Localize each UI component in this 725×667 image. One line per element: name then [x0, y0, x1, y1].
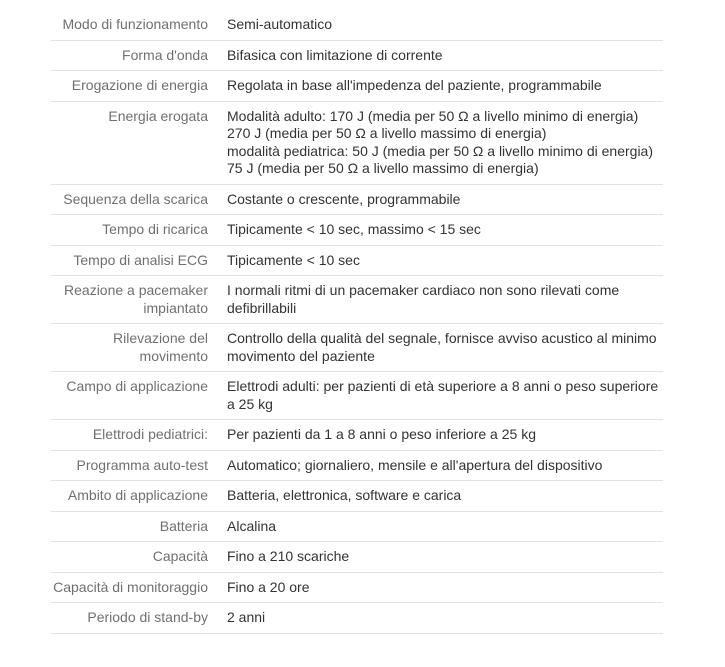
spec-value-line: Costante o crescente, programmabile — [227, 190, 461, 207]
spec-label: Campo di applicazione — [66, 378, 208, 394]
spec-label: Periodo di stand-by — [87, 609, 208, 625]
spec-value — [208, 10, 663, 40]
spec-value — [208, 41, 663, 71]
spec-value-line: Tipicamente < 10 sec, massimo < 15 sec — [227, 221, 481, 237]
spec-row — [51, 215, 663, 246]
spec-label: Programma auto-test — [76, 456, 208, 473]
spec-value-line: Batteria, elettronica, software e carica — [227, 487, 462, 503]
spec-value-line: Alcalina — [227, 517, 277, 534]
spec-label: Batteria — [159, 517, 208, 534]
spec-value-line: Per pazienti da 1 a 8 anni o peso inferiore a 25 kg — [227, 426, 536, 442]
specifications-table — [51, 10, 663, 634]
spec-label: Forma d'onda — [122, 46, 208, 63]
spec-value — [208, 215, 663, 245]
spec-row — [51, 372, 663, 420]
spec-label: Energia erogata — [108, 107, 208, 124]
spec-row — [51, 246, 663, 277]
spec-value — [208, 481, 663, 511]
spec-label: Erogazione di energia — [71, 77, 208, 93]
spec-row — [51, 420, 663, 451]
spec-label: Rilevazione del movimento — [113, 330, 208, 364]
spec-value-line: Modalità adulto: 170 J (media per 50 Ω a livello minimo di energia) — [227, 107, 639, 124]
spec-value-line: Controllo della qualità del segnale, fornisce avviso acustico al minimo movimento del paziente — [227, 330, 657, 364]
spec-value-line: Fino a 210 scariche — [227, 548, 350, 564]
spec-row — [51, 324, 663, 372]
spec-row — [51, 451, 663, 482]
spec-label: Ambito di applicazione — [67, 487, 208, 503]
spec-label: Sequenza della scarica — [63, 190, 208, 207]
spec-value-line: Bifasica con limitazione di corrente — [227, 46, 443, 63]
spec-value — [208, 246, 663, 276]
spec-label: Tempo di ricarica — [102, 221, 208, 237]
spec-value-line: Tipicamente < 10 sec — [227, 251, 360, 268]
spec-value-line: Fino a 20 ore — [227, 578, 310, 595]
spec-label: Capacità — [152, 548, 208, 564]
spec-value-line: I normali ritmi di un pacemaker cardiaco non sono rilevati come defibrillabili — [227, 282, 620, 316]
spec-row — [51, 276, 663, 324]
spec-value — [208, 451, 663, 481]
spec-value — [208, 603, 663, 633]
spec-value — [208, 71, 663, 101]
spec-row — [51, 512, 663, 543]
spec-value — [208, 102, 663, 184]
spec-row — [51, 185, 663, 216]
spec-row — [51, 603, 663, 634]
spec-label: Capacità di monitoraggio — [53, 578, 208, 595]
spec-value — [208, 372, 663, 419]
spec-value-line: modalità pediatrica: 50 J (media per 50 Ω a livello minimo di energia) — [227, 142, 654, 159]
spec-value — [208, 276, 663, 323]
spec-row — [51, 102, 663, 185]
spec-value-line: 2 anni — [227, 609, 266, 625]
spec-value — [208, 420, 663, 450]
spec-value-line: Regolata in base all'impedenza del paziente, programmabile — [227, 77, 602, 93]
spec-value — [208, 573, 663, 603]
spec-row — [51, 481, 663, 512]
spec-value-line: Automatico; giornaliero, mensile e all'apertura del dispositivo — [227, 456, 603, 473]
spec-value-line: Semi-automatico — [227, 16, 333, 32]
spec-value — [208, 512, 663, 542]
spec-row — [51, 71, 663, 102]
spec-value-line: 75 J (media per 50 Ω a livello massimo di energia) — [227, 160, 539, 176]
spec-value — [208, 324, 663, 371]
spec-label: Modo di funzionamento — [62, 16, 208, 32]
spec-value — [208, 185, 663, 215]
spec-label: Tempo di analisi ECG — [73, 251, 208, 268]
spec-value-line: Elettrodi adulti: per pazienti di età superiore a 8 anni o peso superiore a 25 kg — [227, 378, 659, 412]
spec-row — [51, 10, 663, 41]
spec-label: Elettrodi pediatrici: — [92, 426, 208, 442]
spec-row — [51, 542, 663, 573]
spec-row — [51, 573, 663, 604]
spec-label: Reazione a pacemaker impiantato — [64, 282, 208, 316]
spec-value — [208, 542, 663, 572]
spec-value-line: 270 J (media per 50 Ω a livello massimo di energia) — [227, 125, 547, 141]
spec-row — [51, 41, 663, 72]
